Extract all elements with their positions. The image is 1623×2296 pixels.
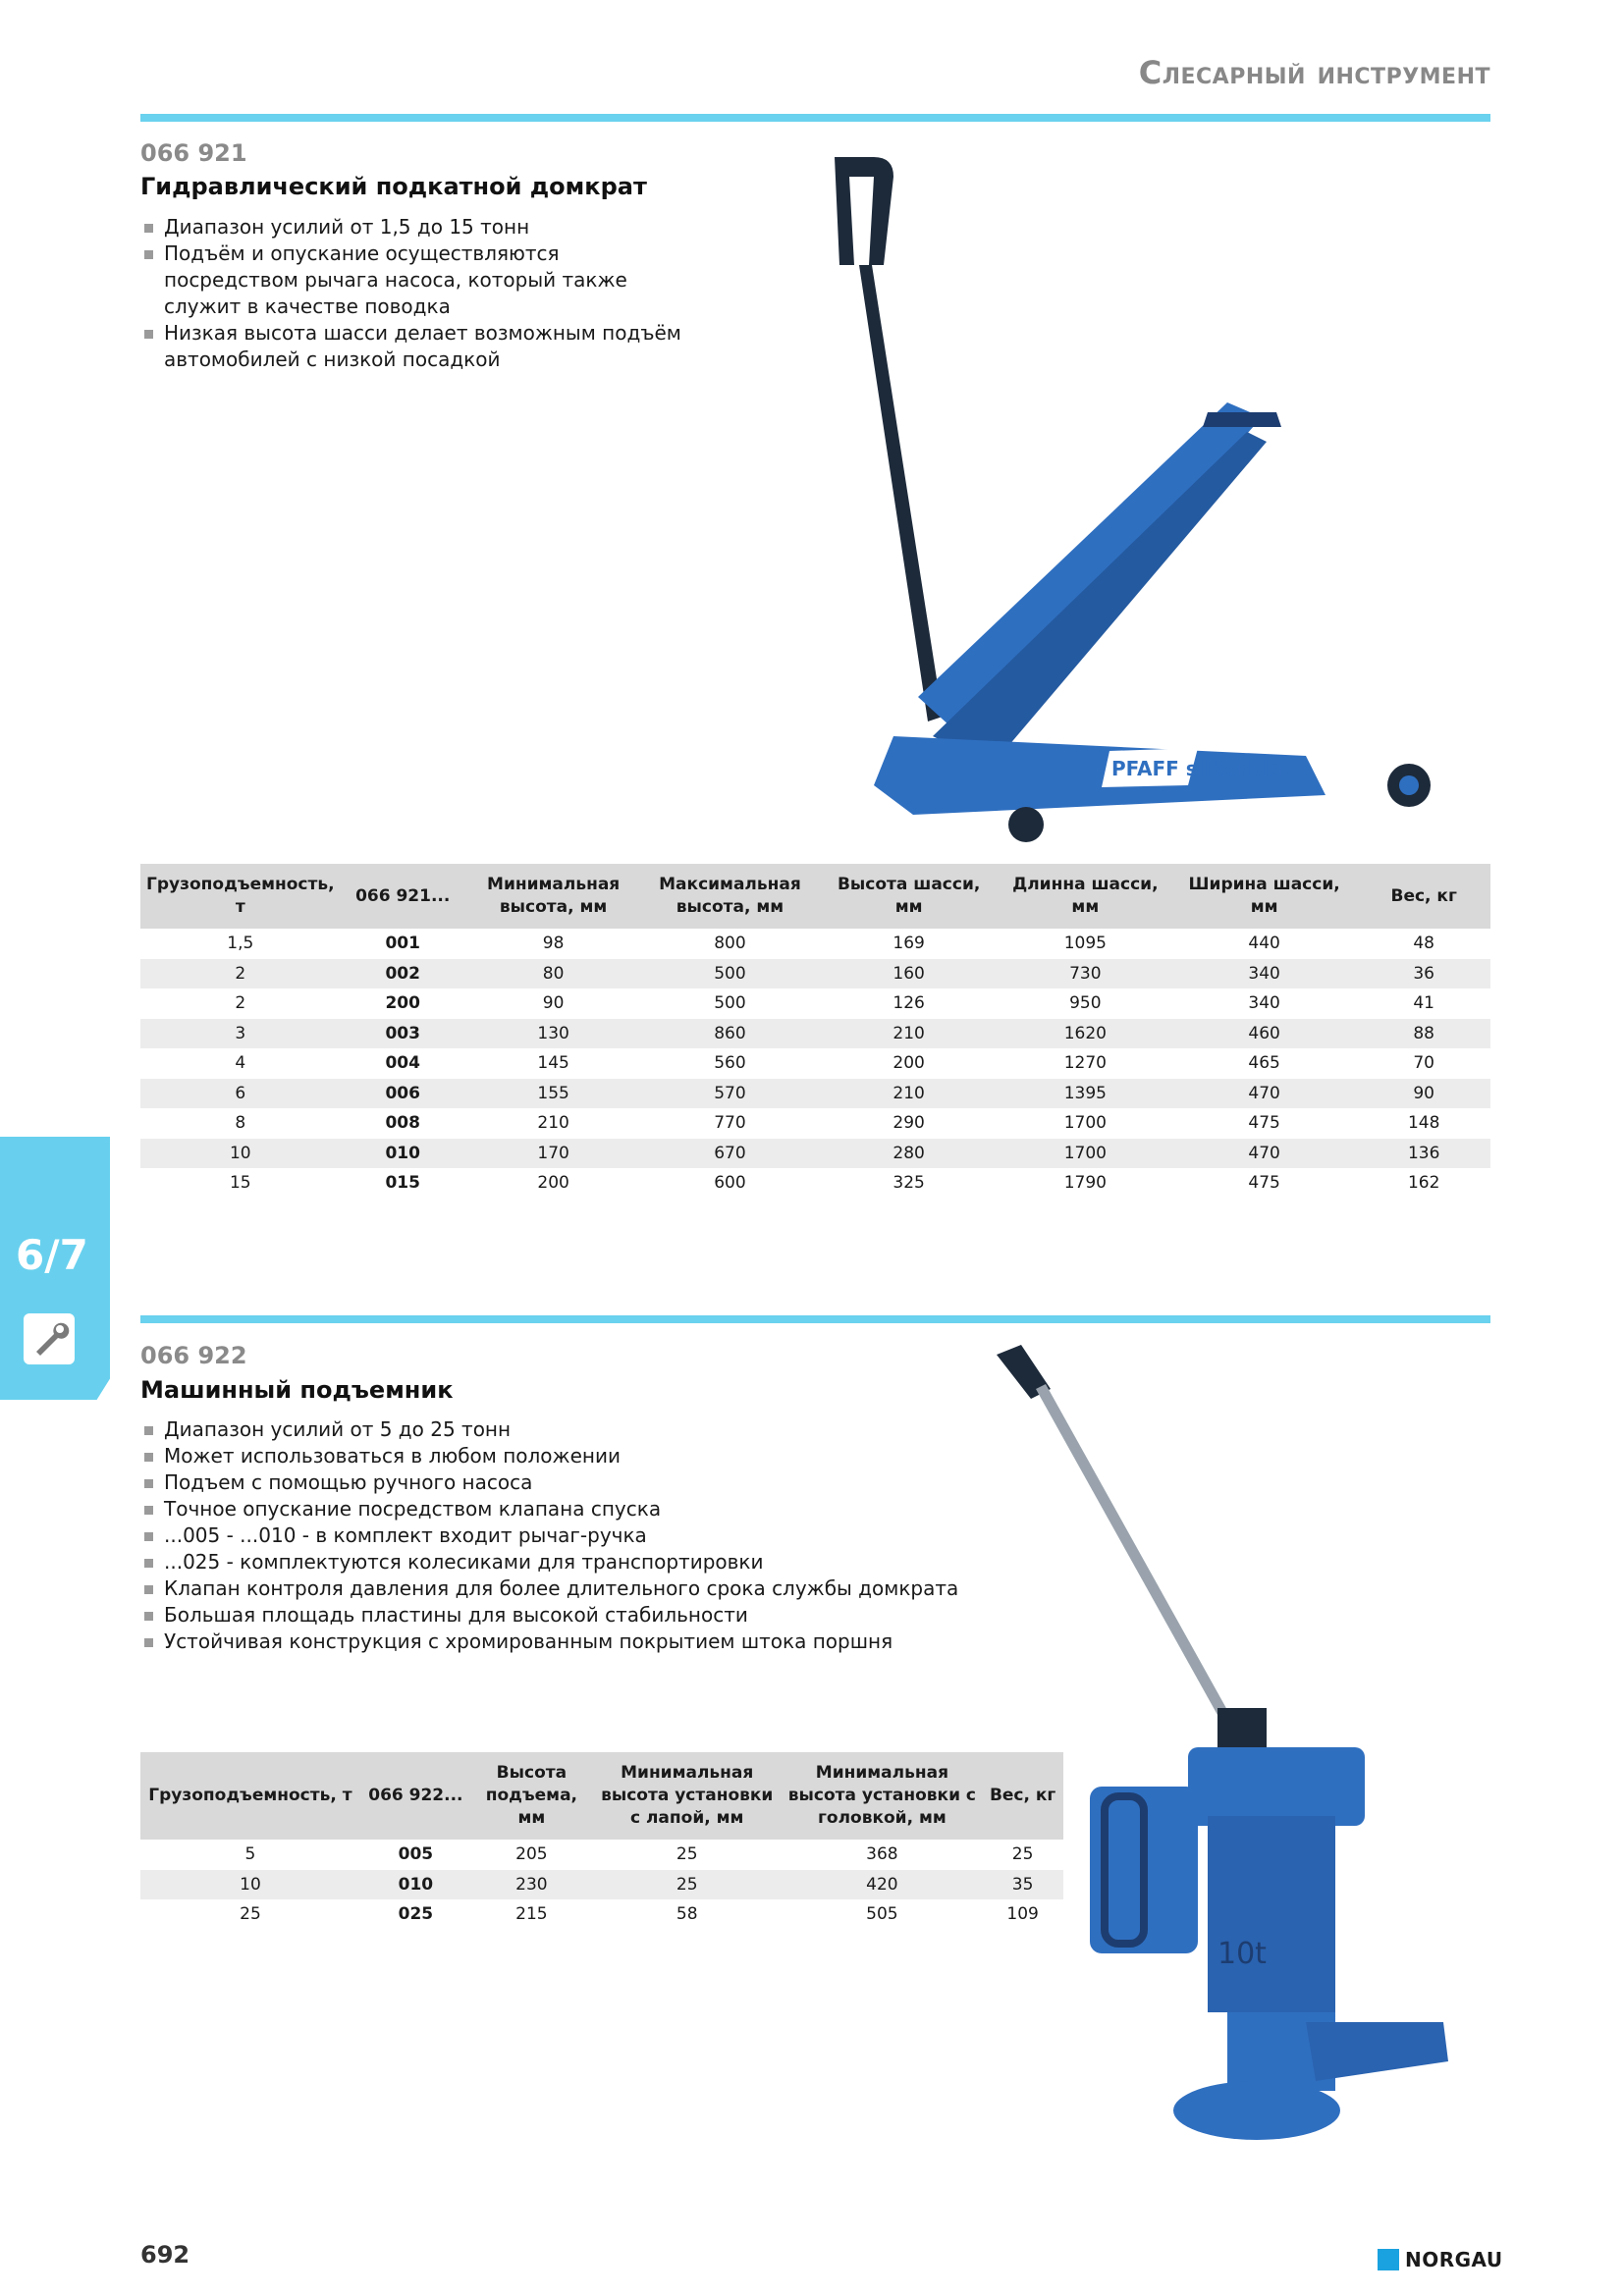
table-cell: 10 [140, 1139, 341, 1169]
table-row [140, 1048, 1490, 1079]
table-cell: 1700 [1000, 1139, 1171, 1169]
table-cell: 58 [676, 1904, 698, 1925]
table-row [140, 959, 1490, 989]
table-cell: 148 [1407, 1113, 1440, 1134]
table-cell: 25 [240, 1904, 261, 1925]
feature-item: Низкая высота шасси делает возможным подъём автомобилей с низкой посадкой [142, 320, 692, 373]
table-cell: 006 [341, 1079, 465, 1109]
table-cell: 36 [1357, 959, 1490, 989]
feature-item: Подъём и опускание осуществляются посредством рычага насоса, который также служит в качестве поводка [142, 240, 692, 320]
product-code: 066 921 [140, 139, 247, 167]
table-cell: 80 [465, 959, 642, 989]
feature-item: Диапазон усилий от 1,5 до 15 тонн [142, 214, 692, 240]
table-cell: 230 [471, 1870, 592, 1900]
table-cell: 1790 [1063, 1173, 1107, 1194]
table-cell: 25 [676, 1844, 698, 1865]
table-cell: 170 [465, 1139, 642, 1169]
column-header: Вес, кг [1357, 864, 1490, 929]
chapter-number: 6/7 [16, 1231, 88, 1279]
table-cell: 109 [1006, 1904, 1039, 1925]
feature-item: ...025 - комплектуются колесиками для транспортировки [142, 1549, 1026, 1575]
table-cell: 205 [515, 1844, 548, 1865]
column-header: Минимальная высота, мм [465, 864, 642, 929]
table-cell: 215 [515, 1904, 548, 1925]
table-cell: 505 [866, 1904, 898, 1925]
table-cell: 5 [244, 1844, 256, 1865]
table-cell: 41 [1413, 993, 1434, 1014]
table-cell: 004 [385, 1053, 420, 1074]
feature-list [142, 1416, 1026, 1655]
product-title: Гидравлический подкатной домкрат [140, 173, 647, 200]
table-cell: 10 [140, 1870, 360, 1900]
table-cell: 730 [1000, 959, 1171, 989]
table-cell: 500 [641, 959, 818, 989]
table-row [140, 1168, 1490, 1199]
feature-item: Устойчивая конструкция с хромированным покрытием штока поршня [142, 1629, 1026, 1655]
table-cell: 015 [385, 1173, 420, 1194]
spec-table-066921 [140, 864, 1490, 1199]
table-cell: 500 [714, 993, 746, 1014]
feature-item: Большая площадь пластины для высокой стабильности [142, 1602, 1026, 1629]
table-cell: 3 [140, 1019, 341, 1049]
column-header: Грузоподъемность, т [140, 864, 341, 929]
section-title: Слесарный инструмент [1138, 54, 1490, 91]
table-cell: 560 [714, 1053, 746, 1074]
table-cell: 15 [229, 1173, 251, 1194]
table-row [140, 1899, 1063, 1930]
table-cell: 290 [893, 1113, 925, 1134]
table-cell: 98 [542, 934, 565, 954]
table-row [140, 988, 1490, 1019]
feature-item: Может использоваться в любом положении [142, 1443, 1026, 1469]
feature-item: Диапазон усилий от 5 до 25 тонн [142, 1416, 1026, 1443]
table-cell: 368 [866, 1844, 898, 1865]
feature-item: Подъем с помощью ручного насоса [142, 1469, 1026, 1496]
table-cell: 126 [893, 993, 925, 1014]
table-cell: 200 [385, 993, 420, 1014]
table-cell: 136 [1357, 1139, 1490, 1169]
table-cell: 475 [1248, 1173, 1280, 1194]
capacity-label: 10t [1217, 1937, 1267, 1971]
table-cell: 88 [1357, 1019, 1490, 1049]
table-cell: 200 [537, 1173, 569, 1194]
column-header: Высота подъема, мм [471, 1752, 592, 1840]
floor-jack-image [815, 147, 1463, 854]
table-cell: 8 [235, 1113, 246, 1134]
table-cell: 440 [1248, 934, 1280, 954]
table-cell: 010 [341, 1139, 465, 1169]
table-cell: 475 [1248, 1113, 1280, 1134]
table-cell: 770 [714, 1113, 746, 1134]
column-header: Ширина шасси, мм [1171, 864, 1357, 929]
table-cell: 169 [893, 934, 925, 954]
brand-name: NORGAU [1405, 2248, 1503, 2271]
table-cell: 70 [1413, 1053, 1434, 1074]
column-header: Минимальная высота установки с лапой, мм [592, 1752, 783, 1840]
table-cell: 162 [1407, 1173, 1440, 1194]
table-cell: 6 [140, 1079, 341, 1109]
table-cell: 008 [385, 1113, 420, 1134]
column-header: Максимальная высота, мм [641, 864, 818, 929]
column-header: Вес, кг [982, 1752, 1063, 1840]
feature-item: Точное опускание посредством клапана спуска [142, 1496, 1026, 1522]
table-cell: 950 [1069, 993, 1102, 1014]
table-cell: 280 [819, 1139, 1000, 1169]
table-cell: 670 [641, 1139, 818, 1169]
wrench-icon [24, 1313, 75, 1364]
table-cell: 010 [360, 1870, 471, 1900]
table-cell: 4 [235, 1053, 246, 1074]
table-cell: 340 [1248, 993, 1280, 1014]
table-cell: 005 [398, 1844, 434, 1865]
table-cell: 130 [465, 1019, 642, 1049]
table-cell: 25 [1011, 1844, 1034, 1865]
table-cell: 48 [1413, 934, 1434, 954]
table-cell: 2 [140, 959, 341, 989]
table-cell: 002 [341, 959, 465, 989]
table-cell: 860 [641, 1019, 818, 1049]
table-row [140, 1139, 1490, 1169]
table-cell: 470 [1171, 1139, 1357, 1169]
table-cell: 1,5 [227, 934, 254, 954]
table-cell: 025 [398, 1904, 434, 1925]
section-rule [140, 1315, 1490, 1323]
table-cell: 570 [641, 1079, 818, 1109]
table-cell: 2 [235, 993, 246, 1014]
table-row [140, 1079, 1490, 1109]
table-cell: 1095 [1063, 934, 1107, 954]
brand-logo-text: PFAFF silberblau [1111, 757, 1297, 780]
table-header-row [140, 864, 1490, 929]
table-cell: 160 [819, 959, 1000, 989]
feature-item: ...005 - ...010 - в комплект входит рычаг-ручка [142, 1522, 1026, 1549]
brand-logo [1378, 2248, 1503, 2271]
table-cell: 001 [385, 934, 420, 954]
table-cell: 155 [465, 1079, 642, 1109]
table-row [140, 1840, 1063, 1870]
table-cell: 600 [714, 1173, 746, 1194]
table-cell: 90 [542, 993, 565, 1014]
table-cell: 210 [819, 1019, 1000, 1049]
table-cell: 210 [819, 1079, 1000, 1109]
table-cell: 1270 [1063, 1053, 1107, 1074]
table-cell: 1700 [1063, 1113, 1107, 1134]
column-header: Высота шасси, мм [819, 864, 1000, 929]
column-header: 066 922... [360, 1752, 471, 1840]
product-code: 066 922 [140, 1342, 247, 1369]
table-row [140, 1870, 1063, 1900]
table-cell: 003 [341, 1019, 465, 1049]
brand-mark-icon [1378, 2249, 1399, 2270]
table-cell: 470 [1171, 1079, 1357, 1109]
table-cell: 1620 [1000, 1019, 1171, 1049]
column-header: Грузоподъемность, т [140, 1752, 360, 1840]
table-row [140, 929, 1490, 959]
column-header: Длинна шасси, мм [1000, 864, 1171, 929]
table-cell: 340 [1171, 959, 1357, 989]
spec-table-066922 [140, 1752, 1063, 1930]
table-cell: 90 [1357, 1079, 1490, 1109]
table-cell: 145 [537, 1053, 569, 1074]
table-cell: 420 [783, 1870, 983, 1900]
header-rule [140, 114, 1490, 122]
table-cell: 200 [893, 1053, 925, 1074]
table-cell: 35 [982, 1870, 1063, 1900]
table-cell: 465 [1248, 1053, 1280, 1074]
table-header-row [140, 1752, 1063, 1840]
feature-list [142, 214, 692, 373]
table-cell: 210 [537, 1113, 569, 1134]
table-cell: 1395 [1000, 1079, 1171, 1109]
table-cell: 25 [592, 1870, 783, 1900]
column-header: Минимальная высота установки с головкой, мм [783, 1752, 983, 1840]
table-cell: 800 [714, 934, 746, 954]
page-number: 692 [140, 2241, 190, 2269]
column-header: 066 921... [341, 864, 465, 929]
feature-item: Клапан контроля давления для более длительного срока службы домкрата [142, 1575, 1026, 1602]
table-cell: 325 [893, 1173, 925, 1194]
table-row [140, 1108, 1490, 1139]
product-title: Машинный подъемник [140, 1376, 454, 1404]
table-cell: 460 [1171, 1019, 1357, 1049]
table-row [140, 1019, 1490, 1049]
